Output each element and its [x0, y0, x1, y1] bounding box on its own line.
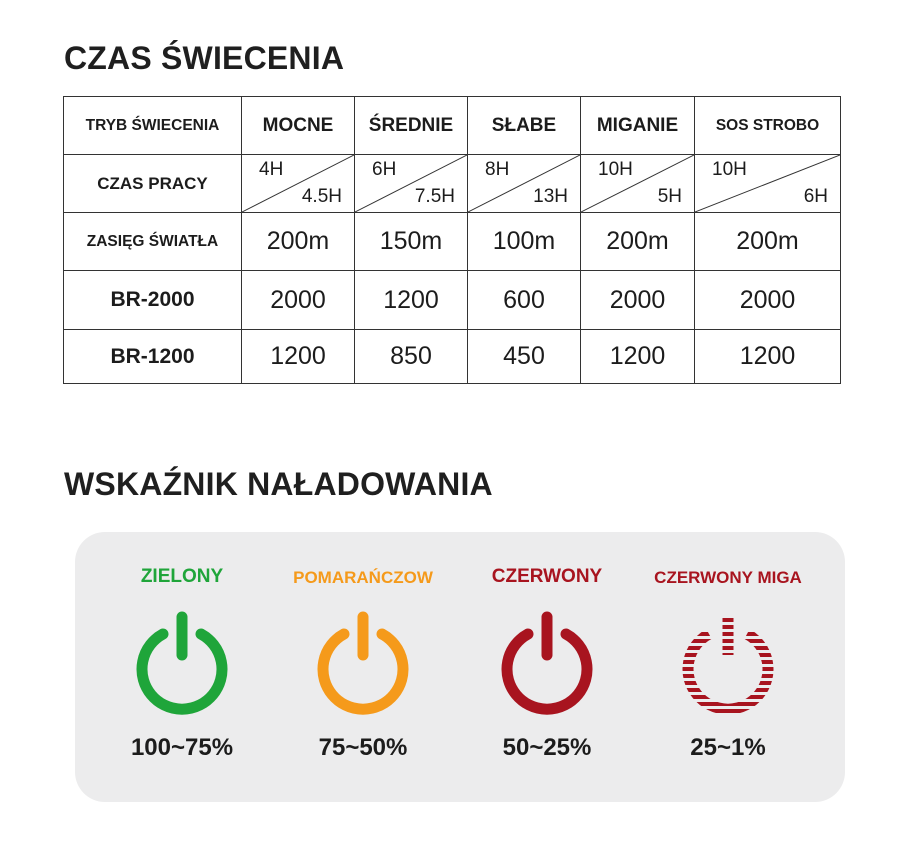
section-title-runtime: CZAS ŚWIECENIA [64, 40, 345, 76]
runtime-table [63, 96, 841, 384]
power-icon [130, 611, 234, 715]
runtime-bottom: 7.5H [414, 186, 455, 207]
mode-header-cell: ŚREDNIE [355, 97, 468, 155]
range-cell: 100m [468, 213, 581, 271]
mode-header-cell: SŁABE [468, 97, 581, 155]
runtime-cell [695, 155, 841, 213]
power-icon [311, 611, 415, 715]
lumen-cell: 1200 [355, 271, 468, 330]
indicator-label: POMARAŃCZOW [293, 568, 433, 587]
range-cell: 200m [581, 213, 695, 271]
table-row [64, 271, 841, 330]
runtime-bottom: 4.5H [301, 186, 342, 207]
runtime-top: 10H [712, 159, 747, 180]
indicator-percent: 25~1% [690, 734, 766, 761]
table-row [64, 97, 841, 155]
table-row [64, 330, 841, 384]
indicator-orange [268, 532, 458, 802]
runtime-label: CZAS PRACY [64, 155, 242, 213]
indicator-green [87, 532, 277, 802]
indicator-percent: 100~75% [130, 734, 234, 761]
model-label: BR-1200 [64, 330, 242, 384]
lumen-cell: 2000 [695, 271, 841, 330]
lumen-cell: 850 [355, 330, 468, 384]
runtime-bottom: 13H [533, 186, 568, 207]
table-row [64, 213, 841, 271]
mode-header-cell: SOS STROBO [695, 97, 841, 155]
lumen-cell: 450 [468, 330, 581, 384]
runtime-cell [242, 155, 355, 213]
model-label: BR-2000 [64, 271, 242, 330]
runtime-top: 4H [259, 159, 284, 180]
runtime-top: 6H [372, 159, 397, 180]
range-label: ZASIĘG ŚWIATŁA [64, 213, 242, 271]
runtime-top: 10H [598, 159, 633, 180]
indicator-red-blinking [633, 532, 823, 802]
runtime-cell [581, 155, 695, 213]
runtime-cell [355, 155, 468, 213]
mode-header: TRYB ŚWIECENIA [64, 97, 242, 155]
runtime-bottom: 6H [803, 186, 828, 207]
lumen-cell: 2000 [581, 271, 695, 330]
range-cell: 200m [695, 213, 841, 271]
runtime-cell [468, 155, 581, 213]
lumen-cell: 600 [468, 271, 581, 330]
striped-power-icon [676, 611, 780, 715]
lumen-cell: 1200 [581, 330, 695, 384]
range-cell: 150m [355, 213, 468, 271]
lumen-cell: 2000 [242, 271, 355, 330]
lumen-cell: 1200 [695, 330, 841, 384]
range-cell: 200m [242, 213, 355, 271]
table-row [64, 155, 841, 213]
lumen-cell: 1200 [242, 330, 355, 384]
charge-indicator-panel [75, 532, 845, 802]
section-title-charge-indicator: WSKAŹNIK NAŁADOWANIA [64, 466, 493, 502]
runtime-bottom: 5H [657, 186, 682, 207]
indicator-label: ZIELONY [140, 566, 224, 587]
indicator-percent: 50~25% [502, 734, 592, 761]
indicator-label: CZERWONY MIGA [654, 568, 802, 587]
indicator-red [452, 532, 642, 802]
mode-header-cell: MIGANIE [581, 97, 695, 155]
power-icon [495, 611, 599, 715]
indicator-percent: 75~50% [318, 734, 408, 761]
runtime-top: 8H [485, 159, 510, 180]
mode-header-cell: MOCNE [242, 97, 355, 155]
indicator-label: CZERWONY [491, 566, 603, 587]
